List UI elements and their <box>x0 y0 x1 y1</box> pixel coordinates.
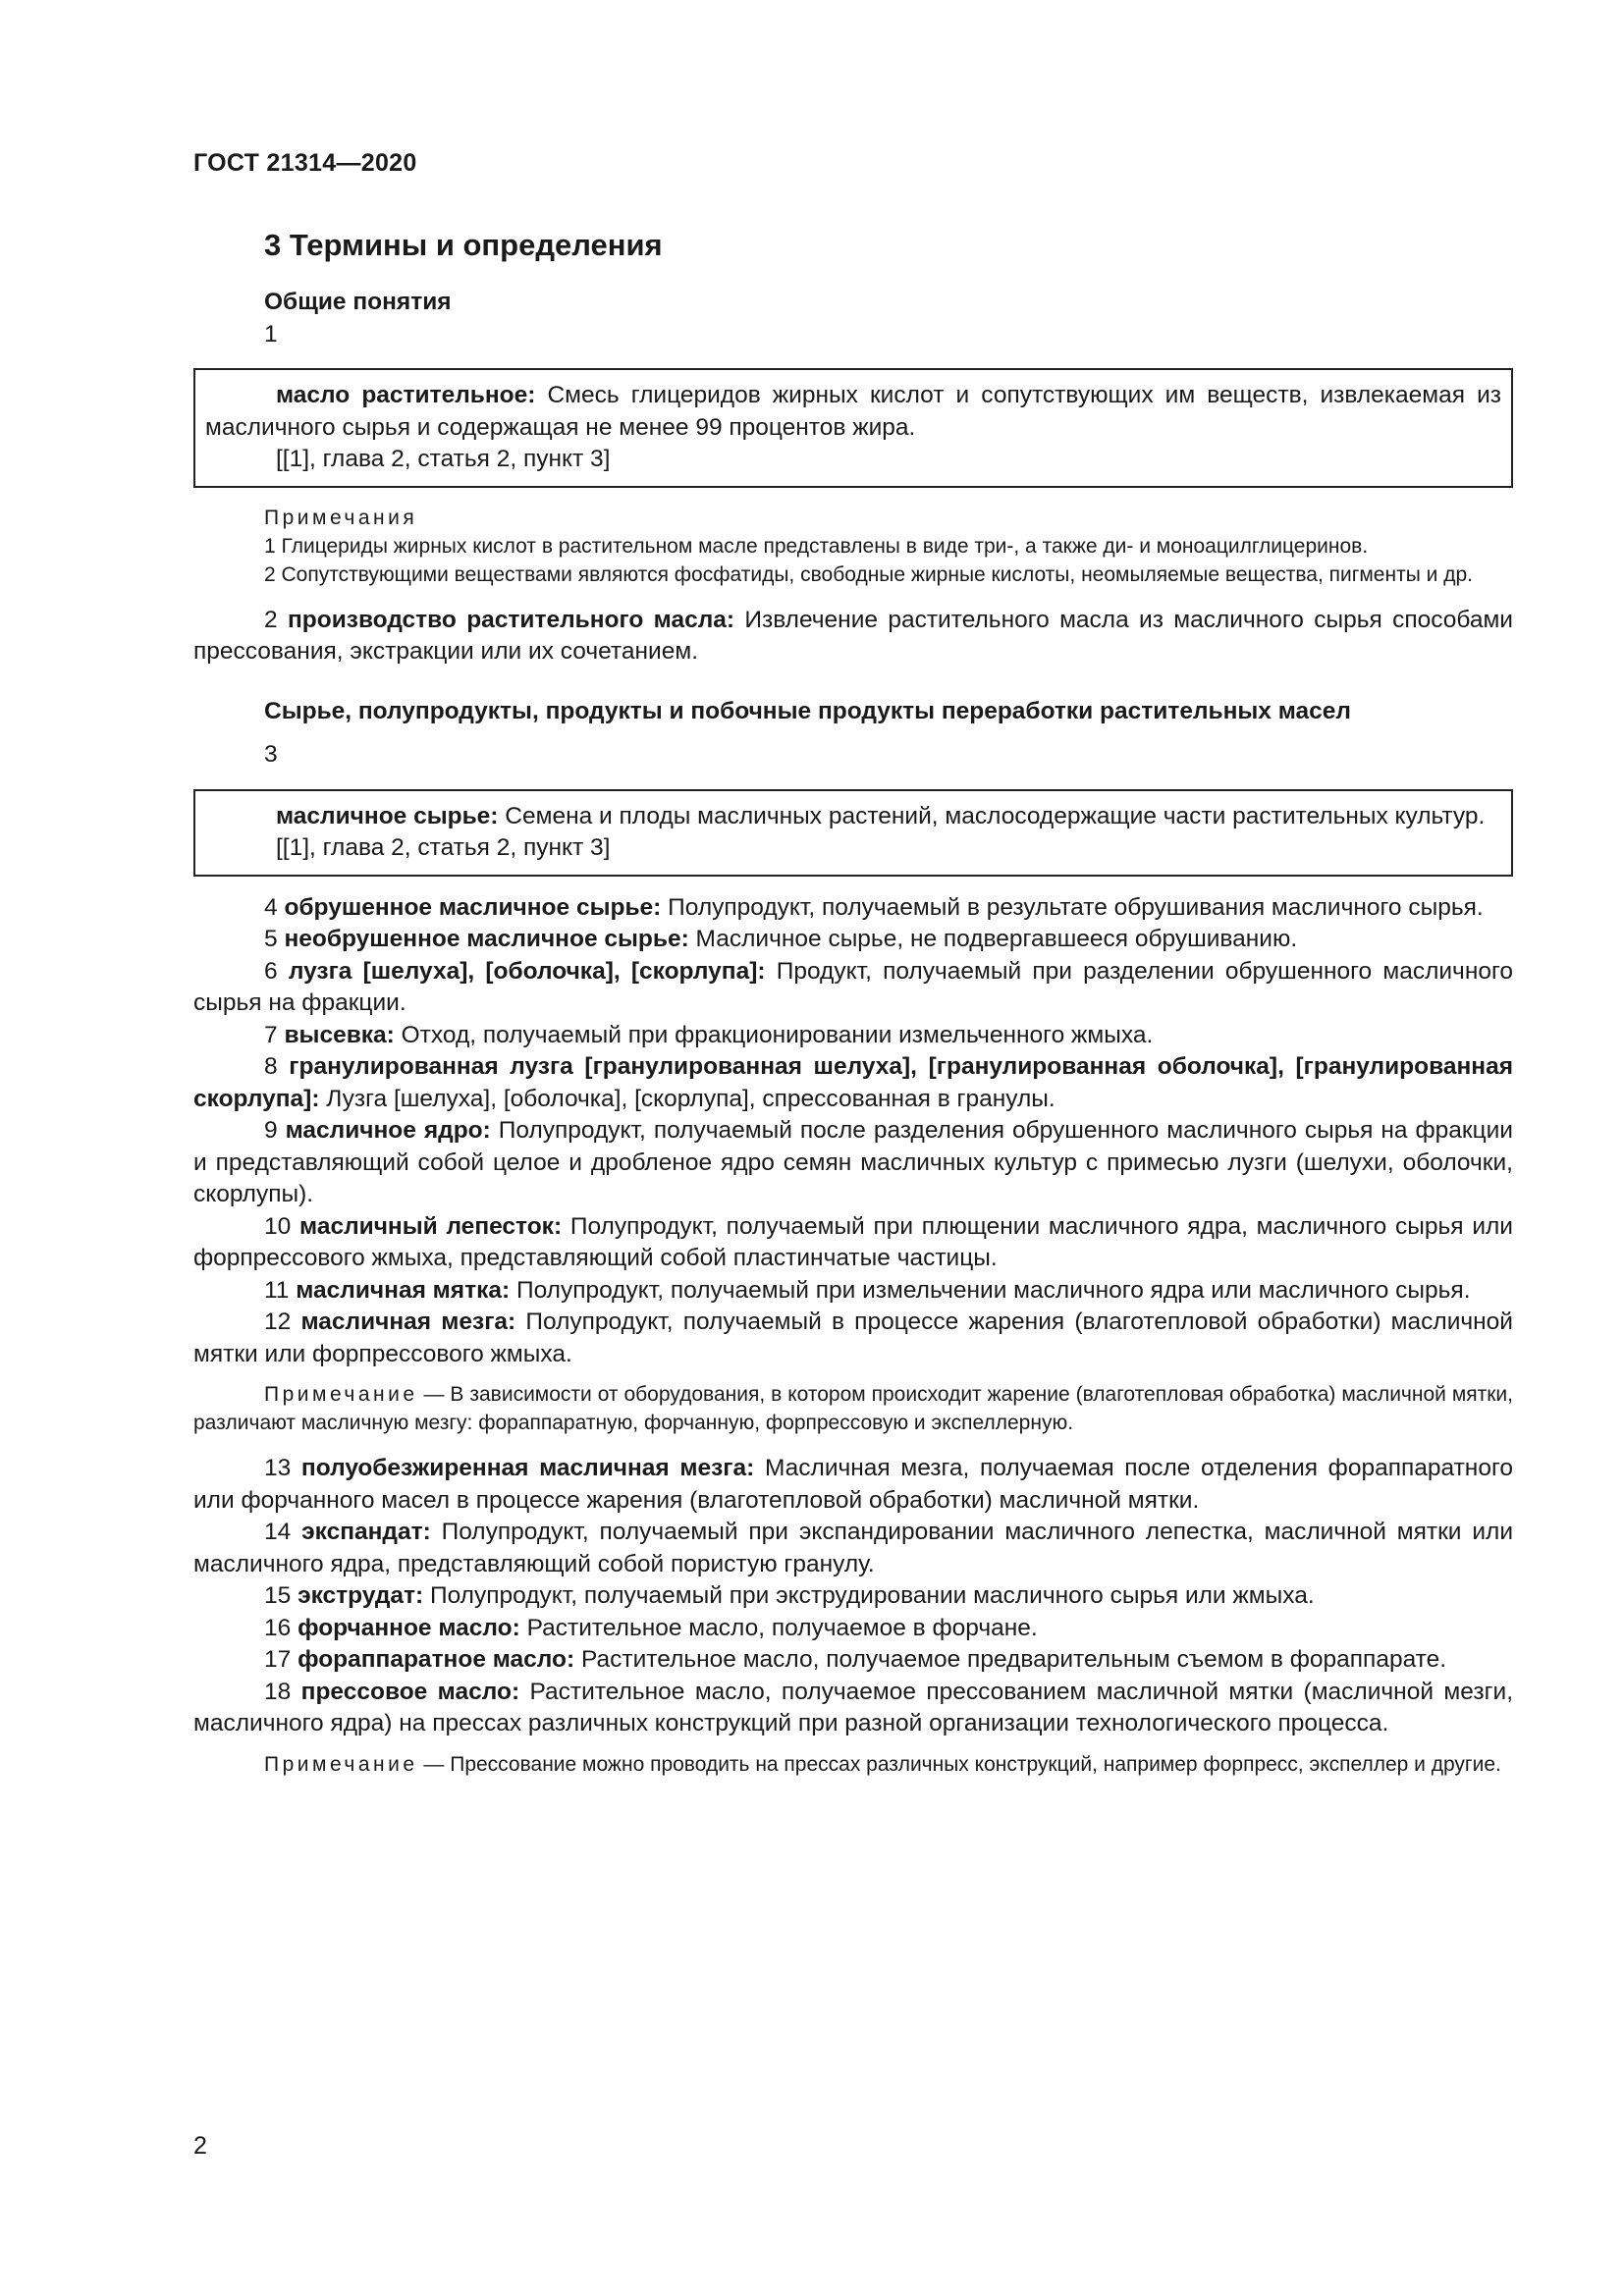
terms-list-a <box>193 892 1513 1371</box>
term-definition: Лузга [шелуха], [оболочка], [скорлупа], спрессованная в гранулы. <box>319 1085 1056 1112</box>
term-entry <box>193 1453 1513 1517</box>
term-number: 8 <box>264 1053 278 1080</box>
term-number: 11 <box>264 1276 290 1304</box>
term-definition: Извлечение растительного масла из масличного сырья способами прессования, экстракции или их сочетанием. <box>193 606 1513 665</box>
subsection-heading-general: Общие понятия <box>264 289 452 315</box>
term-reference: [[1], глава 2, статья 2, пункт 3] <box>276 446 611 472</box>
term-number: 13 <box>264 1455 292 1481</box>
term-number: 6 <box>264 957 278 985</box>
note-item <box>193 1380 1513 1437</box>
note-label: Примечание <box>264 1752 418 1776</box>
note-text: — Прессование можно проводить на прессах различных конструкций, например форпресс, экспеллер и другие. <box>417 1752 1501 1776</box>
terms-list-b <box>193 1453 1513 1740</box>
note-block-b <box>193 1750 1513 1779</box>
term-entry <box>193 1644 1513 1677</box>
term-definition: Отход, получаемый при фракционировании измельченного жмыха. <box>394 1021 1154 1048</box>
term-name: масличная мятка: <box>296 1276 511 1304</box>
term-number: 14 <box>264 1519 292 1545</box>
term-name: фораппаратное масло: <box>298 1646 575 1673</box>
term-definition: Продукт, получаемый при разделении обрушенного масличного сырья на фракции. <box>193 957 1513 1016</box>
term-name: экспандат: <box>301 1519 431 1545</box>
term-definition: Полупродукт, получаемый в процессе жарения (влаготепловой обработки) масличной мятки или форпрессового жмыха. <box>193 1308 1513 1367</box>
term-number: 3 <box>264 741 278 768</box>
term-box-1 <box>193 368 1513 488</box>
term-number: 15 <box>264 1582 292 1609</box>
note-label: Примечание <box>264 1383 418 1406</box>
term-definition: Растительное масло, получаемое прессованием масличной мятки (масличной мезги, масличного ядра) на прессах различных конструкций при разной организации технологического процесса. <box>193 1678 1514 1736</box>
section-title: 3 Термины и определения <box>264 228 663 262</box>
term-entry <box>205 380 1501 444</box>
term-entry <box>193 1051 1513 1115</box>
term-reference: [[1], глава 2, статья 2, пункт 3] <box>276 834 611 861</box>
term-definition: Масличная мезга, получаемая после отделения фораппаратного или форчанного масел в процессе жарения (влаготепловой обработки) масличной мятки. <box>193 1455 1513 1514</box>
term-entry <box>193 924 1513 956</box>
term-definition: Полупродукт, получаемый при экструдировании масличного сырья или жмыха. <box>423 1582 1315 1609</box>
term-definition: Полупродукт, получаемый после разделения обрушенного масличного сырья на фракции и представляющий собой целое и дробленое ядро семян масличных культур с примесью лузги (шелухи, оболочки, скорлупы). <box>193 1117 1513 1207</box>
term-entry <box>193 1613 1513 1645</box>
term-name: гранулированная лузга [гранулированная шелуха], [гранулированная оболочка], [гранулированная скорлупа]: <box>193 1053 1513 1112</box>
term-name: масличный лепесток: <box>299 1212 563 1240</box>
term-entry <box>193 1517 1513 1580</box>
note-item <box>193 1750 1513 1779</box>
term-definition: Масличное сырье, не подвергавшееся обрушиванию. <box>688 926 1298 952</box>
term-name: необрушенное масличное сырье: <box>284 926 689 952</box>
term-name: экструдат: <box>298 1582 424 1609</box>
term-entry <box>193 1580 1513 1613</box>
term-definition: Полупродукт, получаемый при экспандировании масличного лепестка, масличной мятки или масличного ядра, представляющий собой пористую гранулу. <box>193 1519 1513 1577</box>
term-name: высевка: <box>284 1021 395 1048</box>
term-entry <box>193 1677 1513 1740</box>
document-header: ГОСТ 21314—2020 <box>193 149 417 177</box>
term-name: производство растительного масла: <box>287 606 735 633</box>
term-number: 12 <box>264 1308 292 1335</box>
page-number: 2 <box>193 2132 207 2160</box>
term-number: 2 <box>264 606 278 633</box>
note-item: 1 Глицериды жирных кислот в растительном масле представлены в виде три-, а также ди- и моноацилглицеринов. <box>264 534 1369 558</box>
notes-block <box>193 504 1513 589</box>
term-number: 9 <box>264 1117 278 1144</box>
term-name: форчанное масло: <box>298 1614 520 1641</box>
term-definition: Смесь глицеридов жирных кислот и сопутствующих им веществ, извлекаемая из масличного сырья и содержащая не менее 99 процентов жира. <box>205 382 1502 441</box>
term-name: масличное сырье: <box>276 802 499 829</box>
term-name: масло растительное: <box>276 382 536 408</box>
term-number: 7 <box>264 1021 278 1048</box>
subsection-heading-raw: Сырье, полупродукты, продукты и побочные продукты переработки растительных масел <box>264 697 1351 724</box>
term-entry <box>193 1115 1513 1211</box>
notes-label: Примечания <box>264 506 418 529</box>
term-name: обрушенное масличное сырье: <box>284 893 662 921</box>
term-entry <box>193 1211 1513 1275</box>
term-name: масличная мезга: <box>300 1308 516 1335</box>
term-name: полуобезжиренная масличная мезга: <box>300 1455 755 1481</box>
note-item: 2 Сопутствующими веществами являются фосфатиды, свободные жирные кислоты, неомыляемые вещества, пигменты и др. <box>264 562 1473 586</box>
term-number: 4 <box>264 893 278 921</box>
term-entry <box>193 956 1513 1020</box>
term-entry <box>193 892 1513 925</box>
term-entry <box>193 1275 1513 1308</box>
note-block-a <box>193 1380 1513 1437</box>
term-definition: Полупродукт, получаемый при измельчении масличного ядра или масличного сырья. <box>510 1276 1471 1304</box>
term-number: 10 <box>264 1212 292 1240</box>
term-name: лузга [шелуха], [оболочка], [скорлупа]: <box>288 957 766 985</box>
note-text: — В зависимости от оборудования, в котором происходит жарение (влаготепловая обработка) масличной мятки, различают масличную мезгу: фораппаратную, форчанную, форпрессовую и экспеллерную. <box>193 1383 1513 1434</box>
term-number: 1 <box>264 320 278 347</box>
term-entry <box>193 1020 1513 1052</box>
term-name: масличное ядро: <box>285 1117 491 1144</box>
term-box-3 <box>193 789 1513 877</box>
term-definition: Растительное масло, получаемое предварительным съемом в фораппарате. <box>574 1646 1447 1673</box>
term-number: 16 <box>264 1614 292 1641</box>
term-definition: Полупродукт, получаемый при плющении масличного ядра, масличного сырья или форпрессового жмыха, представляющий собой пластинчатые частицы. <box>193 1212 1513 1271</box>
term-number: 5 <box>264 926 278 952</box>
term-definition: Семена и плоды масличных растений, маслосодержащие части растительных культур. <box>498 802 1486 829</box>
term-entry <box>193 1307 1513 1370</box>
term-number: 18 <box>264 1678 292 1705</box>
document-body <box>193 287 1513 1794</box>
term-definition: Полупродукт, получаемый в результате обрушивания масличного сырья. <box>661 893 1484 921</box>
term-entry <box>205 801 1501 833</box>
term-number: 17 <box>264 1646 292 1673</box>
term-name: прессовое масло: <box>300 1678 520 1705</box>
term-entry <box>193 605 1513 668</box>
term-definition: Растительное масло, получаемое в форчане. <box>519 1614 1038 1641</box>
